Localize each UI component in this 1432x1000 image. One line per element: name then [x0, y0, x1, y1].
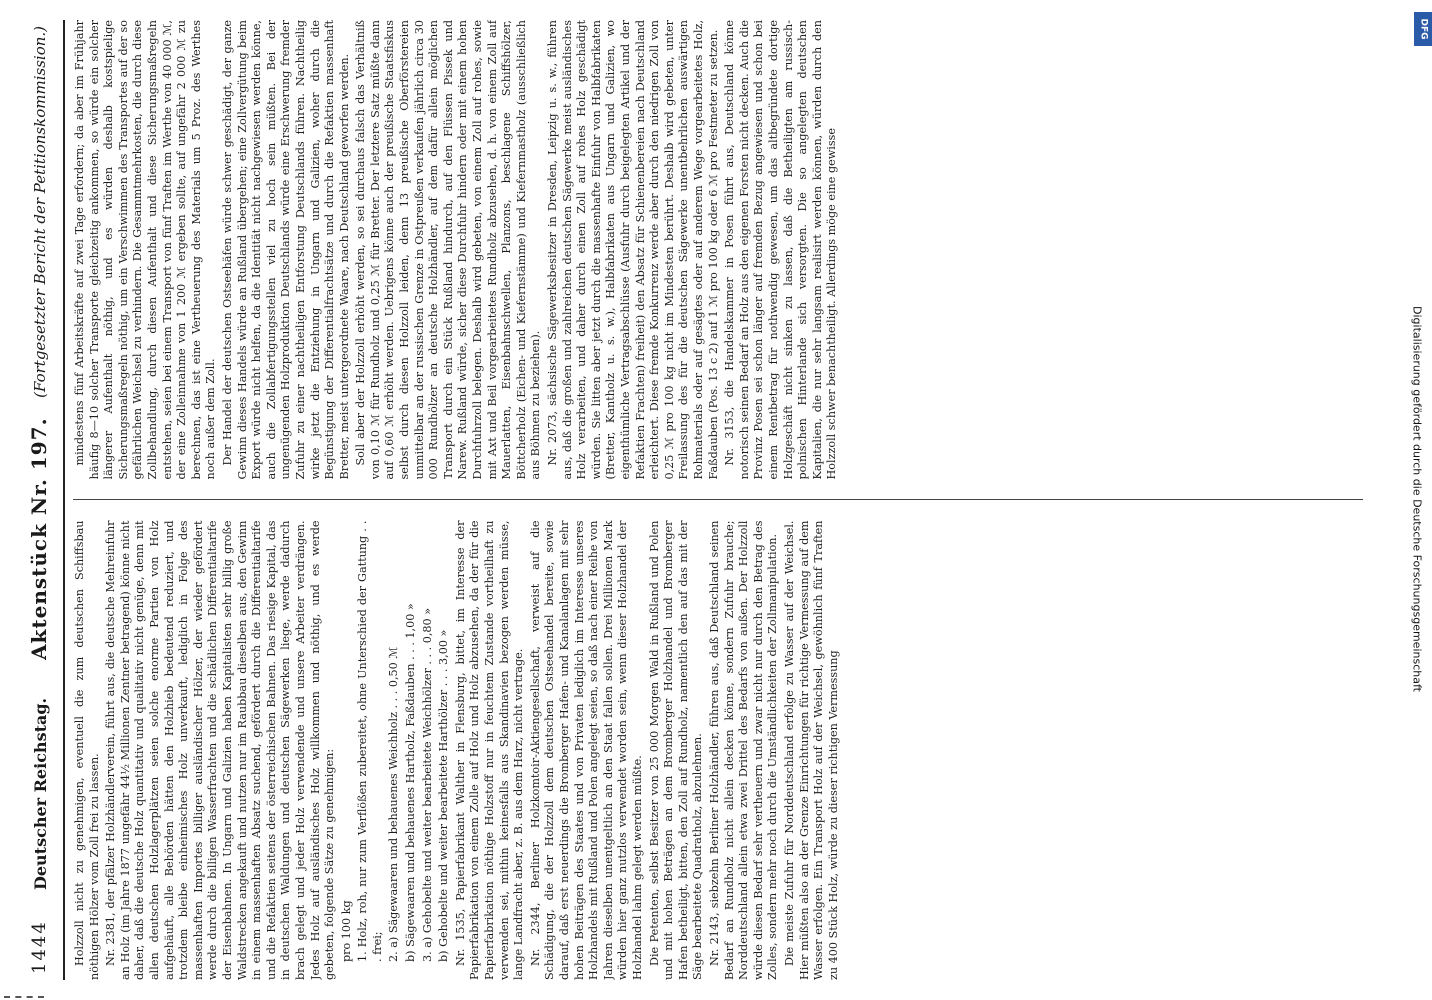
paragraph: Nr. 2073, sächsische Sägewerksbesitzer in Dresden, Leipzig u. s. w., führen aus, daß die großen und zahlreichen deutschen Sägewerke meist ausländisches Holz verarbeiten, und daher durch einen Zoll auf rohes Holz geschädigt würden. Sie litten aber jetzt durch die massenhafte Einfuhr von Halbfabrikaten (Bretter, Kantholz u. s. w.), Halbfabrikaten aus Ungarn und Galizien, wo eigenthümliche Vertragsabschlüsse (Ausfuhr durch beigelegten Artikel und der Refaktien Frachten) freiheit) den Absatz für Schienenbereien nach Deutschland erleichtert. Diese fremde Konkurrenz werde aber durch den niedrigen Zoll von 0,25 ℳ pro 100 kg nicht im Mindesten berührt. Deshalb wird gebeten, unter Freilassung des für die deutschen Sägewerke unentbehrlichen auswärtigen Rohmaterials oder auf gesägtes oder auf anderem Wege vorgearbeitetes Holz, Faßdauben (Pos. 13 c 2) auf 1 ℳ pro 100 kg oder 6 ℳ pro Festmeter zu setzen. — [546, 20, 720, 480]
column-divider — [73, 500, 1363, 501]
rotated-page-content — [23, 20, 1373, 980]
crop-mark — [4, 990, 44, 998]
continuation-note: (Fortgesetzter Bericht der Petitionskommission.) — [31, 26, 49, 398]
paragraph: Der Handel der deutschen Ostseehäfen würde schwer geschädigt, der ganze Gewinn dieses Handels würde an Rußland übergehen; eine Zollvergütung beim Export würde nicht helfen, da die Identität nicht nachgewiesen werden könne, auch die Zollabfertigungsstellen viel zu hoch sein müßten. Bei der ungenügenden Holzproduktion Deutschlands würde eine Erschwerung fremder Zufuhr zu einer nachtheiligen Entforstung Deutschlands führen. Nachtheilig wirke jetzt die Entziehung in Ungarn und Galizien, woher durch die Begünstigung der Differentialfrachtsätze und durch die Refaktien massenhaft Bretter, meist untergeordnete Waare, nach Deutschland geworfen werden. — [220, 20, 351, 480]
watermark-text: Digitalisierung gefördert durch die Deutsche Forschungsgemeinschaft — [1410, 306, 1424, 692]
paragraph: Nr. 2381, der pfälzer Holzhändlerverein, führt aus, die deutsche Mehreinfuhr an Holz (im Jahre 1877 ungefähr 44½ Millionen Zentner betragend) könne nicht daher, daß die deutsche Holz quantitativ und qualitativ nicht genüge, denn mit allen deutschen Holzlagerplätzen seien solche enorme Partien von Holz aufgehäuft, alle Behörden hätten den Holzhieb bedeutend reduziert, und trotzdem bleibe einheimisches Holz unverkauft, lediglich in Folge des massenhaften Importes billiger ausländischer Hölzer, der wieder gefördert werde durch die billigen Wasserfrachten und die schädlichen Differentialtarife der Eisenbahnen. In Ungarn und Galizien haben Kapitalisten sehr billig große Waldstrecken angekauft und nutzen nur im Raubbau dieselben aus, den Gewinn in einem massenhaften Absatz suchend, gefördert durch die Differentialtarife und die Refaktien seitens der österreichischen Bahnen. Das riesige Kapital, das in deutschen Waldungen und deutschen Sägewerken liege, werde dadurch brach gelegt und jeder Holz verwendende und unsere Arbeiter verdrängen. Jedes Holz auf ausländisches Holz willkommen und nöthig, und es werde gebeten, folgende Sätze zu genehmigen: — [104, 520, 337, 980]
paragraph: pro 100 kg — [339, 900, 353, 962]
paragraph: 1. Holz, roh, nur zum Verflößen zubereitet, ohne Unterschied der Gattung . . . frei; — [356, 520, 384, 962]
paragraph: Nr. 2344, Berliner Holzkomtoir-Aktiengesellschaft, verweist auf die Schädigung, die der Holzzoll dem deutschen Ostseehandel bereite, sowie darauf, daß erst neuerdings die Bromberger Hafen- und Kanalanlagen mit sehr hohen Beiträgen des Staates und von Privaten lediglich im Interesse unseres Holzhandels mit Rußland und Polen angelegt seien, so daß nach einer Reihe von Jahren dieselben unentgeltlich an den Staat fallen sollen. Drei Millionen Mark würden hier ganz nutzlos verwendet worden sein, wenn dieser Holzhandel der Holzhandel lahm gelegt werden müßte. — [528, 520, 644, 980]
digitization-watermark — [1408, 14, 1429, 984]
paragraph: 2. a) Sägewaaren und behauenes Weichholz . . . 0,50 ℳ — [387, 646, 401, 962]
page-header — [23, 20, 69, 980]
header-rule — [63, 20, 65, 980]
paragraph: Holzzoll nicht zu genehmigen, eventuell die zum deutschen Schiffsbau nöthigen Hölzer vom Zoll frei zu lassen. — [73, 520, 101, 980]
paragraph: mindestens fünf Arbeitskräfte auf zwei Tage erfordern; da aber im Frühjahr häufig 8—10 solcher Transporte gleichzeitig ankommen, so würde ein solcher längerer Aufenthalt nöthig, und es würden deshalb kostspielige Sicherungsmaßregeln nöthig, um ein Verschwimmen des Transportes auf der so gefährlichen Weichsel zu verhindern. Die Gesammtmehrkosten, die durch diese Zollbehandlung, durch diesen Aufenthalt und diese Sicherungsmaßregeln entstehen, seien bei einem Transport von fünf Traften im Werthe von 40 000 ℳ, der eine Zolleinnahme von 1 200 ℳ ergeben sollte, auf ungefähr 2 000 ℳ zu berechnen, das ist eine Vertheuerung des Materials um 5 Proz. des Werthes noch außer dem Zoll. — [73, 20, 218, 480]
dfg-logo-text: DFG — [1418, 18, 1429, 40]
paragraph: Soll aber der Holzzoll erhöht werden, so sei durchaus falsch das Verhältniß von 0,10 ℳ für Rundholz und 0,25 ℳ für Bretter. Der letztere Satz müßte dann auf 0,60 ℳ erhöht werden. Uebrigens könne auch der preußische Staatsfiskus selbst durch diesen Holzzoll leiden, denn 13 preußische Oberförstereien unmittelbar an der russischen Grenze in Ostpreußen verkaufen jährlich circa 30 000 Rundhölzer an deutsche Holzhändler, auf dem dafür allein möglichen Transport durch ein Stück Rußland hindurch, auf den Flüssen Pissek und Narew. Rußland würde, sicher diese Durchfuhr hindern oder mit einem hohen Durchfuhrzoll belegen. Deshalb wird gebeten, von einem Zoll auf rohes, sowie mit Axt und Beil vorgearbeitetes Rundholz abzusehen, d. h. von einem Zoll auf Mauerlatten, Eisenbahnschwellen, Planzons, beschlagene Schiffshölzer, Böttcherholz (Eichen- und Kiefernstämme) und Kiefernmastholz (ausschließlich aus Böhmen zu beziehen). — [354, 20, 543, 480]
paragraph: Die Petenten, selbst Besitzer von 25 000 Morgen Wald in Rußland und Polen und mit hohen Beträgen an dem Bromberger Holzhandel und Bromberger Hafen betheiligt, bitten, den Zoll auf Rundholz, namentlich den auf das mit der Säge bearbeitete Quadratholz, abzulehnen. — [647, 520, 705, 980]
paragraph: Die meiste Zufuhr für Norddeutschland erfolge zu Wasser auf der Weichsel. Hier müßten also an der Grenze Einrichtungen für richtige Vermessung auf dem Wasser erfolgen. Ein Transport Holz auf der Weichsel, gewöhnlich fünf Traften zu 400 Stück Holz, würde zu dieser richtigen Vermessung — [782, 520, 840, 980]
document-label: Aktenstück Nr. 197. — [27, 417, 51, 660]
paragraph: b) Gehobelte und weiter bearbeitete Harthölzer . . . 3,00 » — [437, 629, 451, 962]
paragraph: Nr. 3153, die Handelskammer in Posen führt aus, Deutschland könne notorisch seinen Bedarf an Holz aus den eigenen Forsten nicht decken. Auch die Provinz Posen sei schon länger auf fremden Bezug angewiesen und schon bei einem Rentbetrag für nothwendig gewesen, um das altbegründete dortige Holzgeschäft nicht sinken zu lassen, daß die Betheiligten am russisch-polnischen Hinterlande sich versorgten. Die so angelegten deutschen Kapitalien, die nur sehr langsam realisirt werden können, würden durch den Holzzoll schwer benachtheiligt. Allerdings möge eine gewisse — [723, 20, 839, 480]
text-columns — [73, 20, 1363, 980]
dfg-logo — [1414, 12, 1432, 46]
paragraph: Nr. 1535, Papierfabrikant Walther in Flensburg, bittet, im Interesse der Papierfabrikation von einem Zolle auf Holz und Holz abzusehen, da der für die Papierfabrikation nöthige Holzstoff nur in feuchtem Zustande vortheilhaft zu verwenden sei, mithin keinesfalls aus Skandinavien bezogen werden müsse, lange Landfracht aber, z. B. aus dem Harz, nicht vertrage. — [453, 520, 526, 980]
running-head: Deutscher Reichstag. — [31, 697, 50, 890]
column-left — [73, 521, 1363, 981]
paragraph: Nr. 2143, siebzehn Berliner Holzhändler, führen aus, daß Deutschland seinen Bedarf an Rundholz nicht allein decken könne, sondern Zufuhr brauche; Norddeutschland allein etwa zwei Drittel des Bedarfs von außen. Der Holzzoll würde diesen Bedarf sehr vertheuern und zwar nicht nur durch den Betrag des Zolles, sondern mehr noch durch die Umständlichkeiten der Zollmanipulation. — [707, 520, 780, 980]
paragraph: 3. a) Gehobelte und weiter bearbeitete Weichhölzer . . . 0,80 » — [420, 607, 434, 962]
page-number: 1444 — [29, 920, 50, 974]
paragraph: b) Sägewaaren und behauenes Hartholz, Faßdauben . . . 1,00 » — [404, 603, 418, 962]
column-right — [73, 20, 1363, 480]
